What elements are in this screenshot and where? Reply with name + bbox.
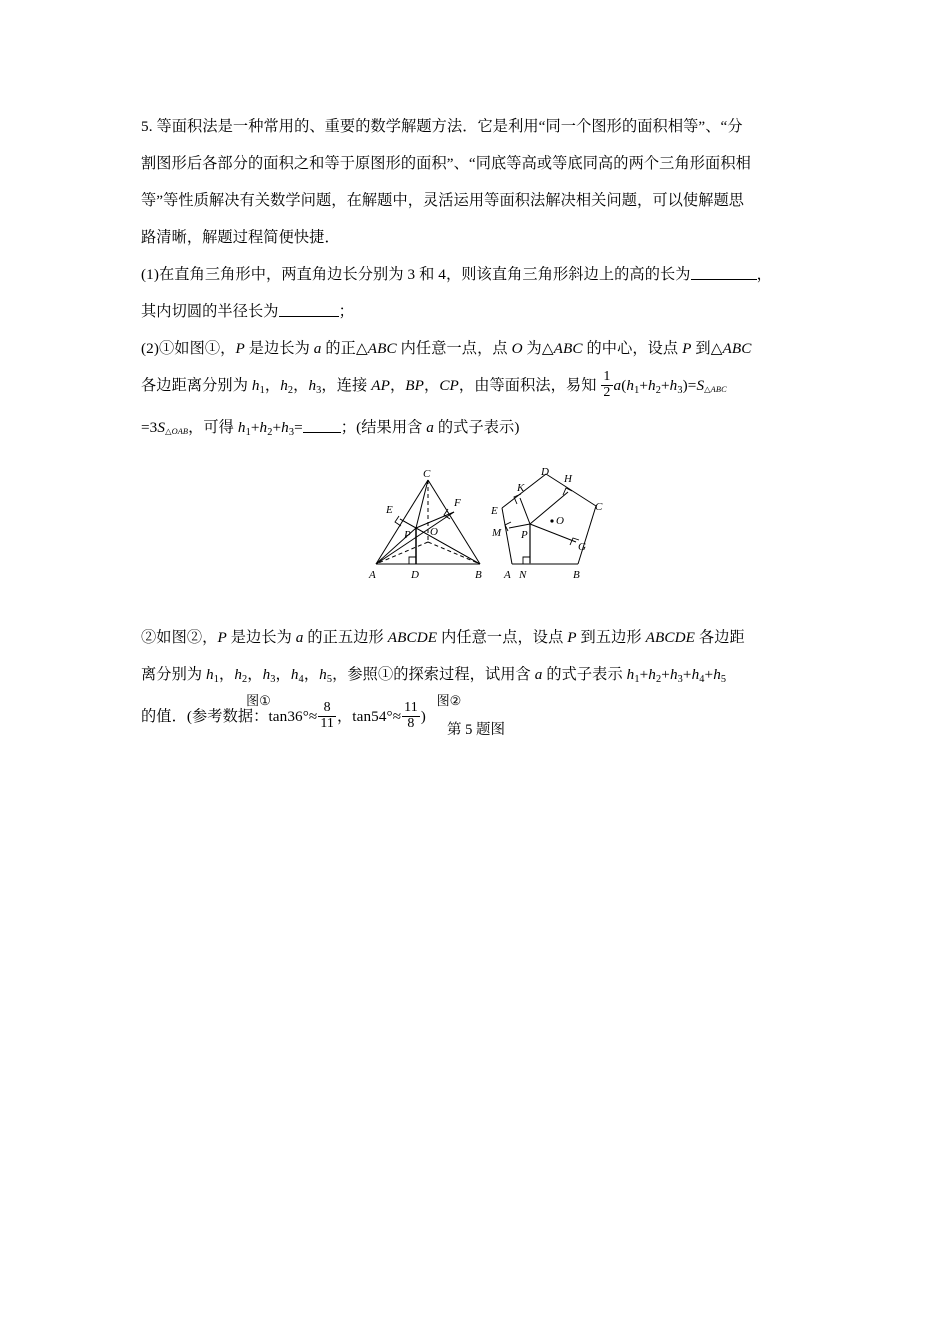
part3-var-ABCDE: ABCDE (387, 628, 438, 646)
segment-BC (578, 506, 596, 564)
segment-PM (509, 524, 530, 528)
tan54-numerator: 11 (404, 700, 418, 716)
part2-h3-b: h (669, 377, 678, 394)
part3-h2-sub: 2 (242, 673, 248, 685)
part2-h1: h (251, 377, 260, 394)
part3-h3-sub: 3 (270, 673, 276, 685)
part1-line-1 (141, 256, 811, 293)
part2-line3-S-sub: △OAB (165, 426, 189, 436)
part2-h2-sub-b: 2 (655, 384, 661, 396)
part2-h1-sub-c: 1 (245, 426, 251, 438)
part2-seg3: 的正△ (321, 340, 368, 357)
center-point-O (550, 519, 553, 522)
part2-S-sub-ABC: △ABC (704, 385, 727, 395)
part3-sum-h2: h (648, 665, 656, 683)
fraction-numerator: 1 (603, 369, 611, 385)
label-A: A (504, 569, 511, 581)
part3-line2-seg3: 的式子表示 (542, 665, 627, 683)
part3-line2-seg1: 离分别为 (141, 665, 207, 683)
part3-sum-h1-sub: 1 (634, 673, 640, 685)
part2-S-symbol: S (696, 377, 705, 394)
part3-h5-sub: 5 (326, 673, 333, 685)
figure-2-caption-prefix: 图 (436, 693, 450, 708)
part3-h1-sub: 1 (213, 673, 220, 685)
part2-h3-sub: 3 (316, 384, 322, 396)
tan36-denominator: 11 (320, 715, 334, 731)
tan36-numerator: 8 (318, 701, 336, 716)
segment-OA-dashed (376, 542, 428, 564)
label-H: H (564, 473, 572, 485)
part2-seg4: 内任意一点，点 (396, 340, 512, 357)
part3-var-P-2: P (567, 628, 577, 646)
part3-line3-tail: ) (420, 707, 426, 725)
label-O: O (430, 526, 438, 538)
part1-answer-blank-2[interactable] (279, 302, 339, 317)
part2-line3-S: S (157, 418, 166, 436)
part3-sum-h1: h (626, 665, 635, 683)
tan54-denominator: 8 (407, 715, 415, 731)
part2-answer-blank[interactable] (303, 418, 341, 433)
label-D: D (411, 569, 419, 581)
part2-seg6: 的中心，设点 (582, 340, 683, 357)
part3-sum-h4: h (691, 665, 700, 683)
intro-paragraph (141, 108, 811, 256)
part3-h5: h (319, 665, 327, 683)
part3-h4-sub: 4 (298, 673, 304, 685)
part3-line-2: 离分别为 h1，h2，h3，h4，h5，参照①的探索过程，试用含 a 的式子表示 h1+h2+h3+h4+h5 (141, 665, 727, 685)
part2-var-P-2: P (682, 340, 692, 357)
figure-1-caption (176, 690, 341, 709)
part3-seg4: 内任意一点，设点 (437, 628, 568, 646)
part2-line2-seg3: ，由等面积法，易知 (458, 377, 601, 394)
segment-AC (376, 480, 428, 564)
tan36-label: tan36°≈ (268, 707, 318, 725)
part2-coef-a: a (613, 377, 622, 394)
label-G: G (578, 541, 586, 553)
segment-EA (502, 508, 512, 564)
part2-line2-seg2: ，连接 (321, 377, 372, 394)
label-D: D (541, 466, 549, 478)
part3-sum-h3: h (669, 665, 678, 683)
part2-var-ABC-2: ABC (553, 340, 583, 357)
part3-h2: h (234, 665, 243, 683)
part2-line3-seg2: = (294, 418, 303, 436)
label-C: C (595, 501, 603, 513)
part2-h1-b: h (626, 377, 635, 394)
part3-seg3: 的正五边形 (303, 628, 388, 646)
figure-group-title: 第 5 题图 (447, 722, 505, 738)
part2-label: (2)① (141, 340, 175, 357)
problem-content (141, 108, 811, 738)
tan36-tail: ， (336, 707, 353, 725)
intro-line-1-text: 5. 等面积法是一种常用的、重要的数学解题方法．它是利用“同一个图形的面积相等”、“分 (141, 118, 743, 135)
part2-var-O: O (511, 340, 523, 357)
part3-seg5: 到五边形 (576, 628, 646, 646)
right-angle-mark-D (409, 557, 416, 564)
part3-sum-h2-sub: 2 (656, 673, 662, 685)
part1-text-b: ， (756, 266, 772, 283)
part2-h2-sub: 2 (287, 384, 294, 396)
label-E: E (491, 505, 498, 517)
figure-2-caption (369, 690, 529, 709)
part3-line2-seg2: ，参照①的探索过程，试用含 (332, 665, 535, 683)
part2-paragraph (141, 330, 811, 451)
part2-line3-seg1: ，可得 (188, 418, 238, 436)
right-angle-mark-N (523, 557, 530, 564)
part2-seg-BP: BP (405, 377, 425, 394)
part2-var-ABC-3: ABC (722, 340, 752, 357)
part2-h3-sub-c: 3 (288, 426, 295, 438)
label-K: K (517, 482, 525, 494)
segment-CP (416, 480, 428, 528)
part2-h3-sub-b: 3 (677, 384, 683, 396)
part2-h3: h (308, 377, 317, 394)
part2-line3-eq: =3 (141, 418, 158, 436)
part2-line-2: 各边距离分别为 h1，h2，h3，连接 AP，BP，CP，由等面积法，易知 $\frac{1}{2}$ a(h1+h2+h3)=S△ABC (141, 369, 727, 400)
label-O: O (556, 515, 564, 527)
part2-seg-CP: CP (439, 377, 459, 394)
segment-PK (520, 498, 530, 524)
label-P: P (521, 529, 528, 541)
part3-line1-inner (141, 619, 745, 656)
part2-var-ABC: ABC (367, 340, 397, 357)
part2-h2-b: h (648, 377, 656, 394)
tan54-label: tan54°≈ (352, 707, 402, 725)
fraction-denominator: 2 (603, 384, 611, 400)
intro-line-3 (141, 182, 811, 219)
part1-line2-text-b: ； (338, 303, 354, 320)
figure-2-caption-mark: ② (449, 693, 462, 708)
part3-sum-h3-sub: 3 (677, 673, 683, 685)
label-F: F (454, 497, 461, 509)
figure-2-diagram (490, 466, 606, 584)
intro-line-2 (141, 145, 811, 182)
part1-line-2 (141, 293, 811, 330)
part2-line2-seg1: 各边距离分别为 (141, 377, 252, 394)
part3-sum-h4-sub: 4 (699, 673, 705, 685)
part3-h1: h (206, 665, 214, 683)
intro-line-3-text: 等”等性质解决有关数学问题，在解题中，灵活运用等面积法解决相关问题，可以使解题思 (141, 192, 745, 209)
part2-line3-seg3: ；(结果用含 (340, 418, 427, 436)
segment-A-to-F (376, 512, 454, 564)
part3-sum-h5-sub: 5 (720, 673, 727, 685)
figure-1-caption-mark: ① (259, 693, 271, 708)
label-A: A (369, 569, 376, 581)
part2-h2-c: h (259, 418, 268, 436)
part3-line3-seg1: 的值．(参考数据： (141, 707, 269, 725)
part3-seg6: 各边距 (695, 628, 745, 646)
label-N: N (519, 569, 527, 581)
figure-captions-row (141, 690, 811, 709)
part2-line-3: =3S△OAB，可得 h1+h2+h3= ；(结果用含 a 的式子表示) (141, 418, 520, 438)
part3-var-ABCDE-2: ABCDE (645, 628, 696, 646)
figure-1-caption-prefix: 图 (246, 693, 260, 708)
part1-text-a: 在直角三角形中，两直角边长分别为 3 和 4，则该直角三角形斜边上的高的长为 (159, 266, 691, 283)
part1-label: (1) (141, 266, 160, 283)
part2-seg7: 到△ (691, 340, 723, 357)
part3-line-1 (141, 619, 811, 656)
segment-PG (530, 524, 576, 542)
part2-seg-AP: AP (371, 377, 390, 394)
part2-line-1 (141, 330, 811, 367)
part2-h2: h (280, 377, 288, 394)
segment-BC (428, 480, 480, 564)
figure-1-diagram (368, 466, 488, 584)
part3-h4: h (290, 665, 299, 683)
part2-line3-var-a: a (426, 418, 434, 436)
part2-seg2: 是边长为 (244, 340, 314, 357)
part2-line3-seg4: 的式子表示) (434, 418, 520, 436)
part1-answer-blank-1[interactable] (691, 265, 757, 280)
part1-line2-text-a: 其内切圆的半径长为 (141, 303, 279, 320)
label-B: B (573, 569, 580, 581)
part3-var-a: a (295, 628, 304, 646)
part2-var-P: P (235, 340, 245, 357)
part2-seg5: 为△ (522, 340, 554, 357)
right-angle-mark-H (563, 488, 572, 495)
intro-line-1 (141, 108, 811, 145)
part2-h1-sub-b: 1 (634, 384, 640, 396)
one-half-fraction (601, 370, 612, 400)
intro-line-2-text: 割图形后各部分的面积之和等于原图形的面积”、“同底等高或等底同高的两个三角形面积相 (141, 155, 751, 172)
label-E: E (386, 504, 393, 516)
segment-OB-dashed (428, 542, 480, 564)
label-M: M (492, 527, 502, 539)
part2-h3-c: h (281, 418, 289, 436)
part2-h2-sub-c: 2 (267, 426, 273, 438)
part2-var-a: a (313, 340, 322, 357)
part2-seg1: 如图①， (174, 340, 236, 357)
part3-sum-h5: h (713, 665, 721, 683)
part2-h1-sub: 1 (259, 384, 265, 396)
part2-h1-c: h (237, 418, 246, 436)
label-B: B (475, 569, 482, 581)
part1-paragraph (141, 256, 811, 330)
part3-h3: h (262, 665, 271, 683)
intro-line-4-text: 路清晰，解题过程简便快捷． (141, 229, 340, 246)
label-P: P (404, 529, 411, 541)
label-C: C (423, 468, 431, 480)
part3-label: ② (141, 628, 157, 646)
part3-line2-var-a: a (534, 665, 543, 683)
intro-line-4 (141, 219, 811, 256)
part3-var-P: P (217, 628, 227, 646)
part3-seg1: 如图②， (156, 628, 218, 646)
part3-seg2: 是边长为 (226, 628, 296, 646)
